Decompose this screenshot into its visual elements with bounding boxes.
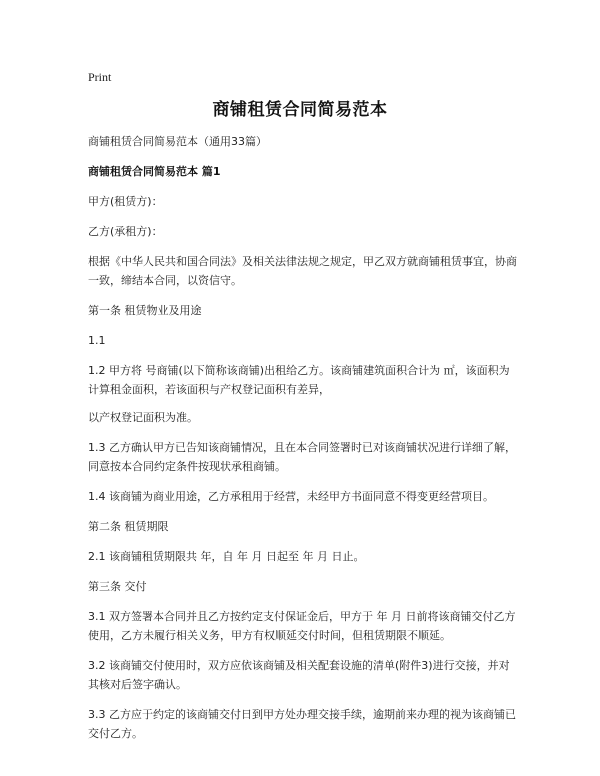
document-body <box>88 132 518 754</box>
document-title: 商铺租赁合同简易范本 <box>212 100 388 120</box>
clause-1-2: 1.2 甲方将 号商铺(以下简称该商铺)出租给乙方。该商铺建筑面积合计为 ㎡，该面积为计算租金面积，若该面积与产权登记面积有差异， <box>88 364 510 396</box>
article-1-heading: 第一条 租赁物业及用途 <box>88 304 202 317</box>
clause-1-1: 1.1 <box>88 334 106 347</box>
clause-3-3: 3.3 乙方应于约定的该商铺交付日到甲方处办理交接手续，逾期前来办理的视为该商铺已交付乙方。 <box>88 708 516 740</box>
party-a-line: 甲方(租赁方)： <box>88 195 163 208</box>
clause-1-3: 1.3 乙方确认甲方已告知该商铺情况，且在本合同签署时已对该商铺状况进行详细了解，同意按本合同约定条件按现状承租商铺。 <box>88 441 516 473</box>
clause-1-2-continued: 以产权登记面积为准。 <box>88 411 198 424</box>
print-label: Print <box>88 70 112 84</box>
party-b-line: 乙方(承租方)： <box>88 225 163 238</box>
subtitle-paragraph: 商铺租赁合同简易范本（通用33篇） <box>88 135 267 148</box>
article-2-heading: 第二条 租赁期限 <box>88 520 169 533</box>
article-3-heading: 第三条 交付 <box>88 580 147 593</box>
section-heading: 商铺租赁合同简易范本 篇1 <box>88 165 221 178</box>
clause-2-1: 2.1 该商铺租赁期限共 年，自 年 月 日起至 年 月 日止。 <box>88 550 365 563</box>
clause-3-2: 3.2 该商铺交付使用时，双方应依该商铺及相关配套设施的清单(附件3)进行交接，并对其核对后签字确认。 <box>88 659 510 691</box>
preamble-paragraph: 根据《中华人民共和国合同法》及相关法律法规之规定，甲乙双方就商铺租赁事宜，协商一致，缔结本合同，以资信守。 <box>88 255 517 287</box>
clause-1-4: 1.4 该商铺为商业用途，乙方承租用于经营，未经甲方书面同意不得变更经营项目。 <box>88 490 494 503</box>
clause-3-1: 3.1 双方签署本合同并且乙方按约定支付保证金后，甲方于 年 月 日前将该商铺交付乙方使用，乙方未履行相关义务，甲方有权顺延交付时间，但租赁期限不顺延。 <box>88 610 516 642</box>
